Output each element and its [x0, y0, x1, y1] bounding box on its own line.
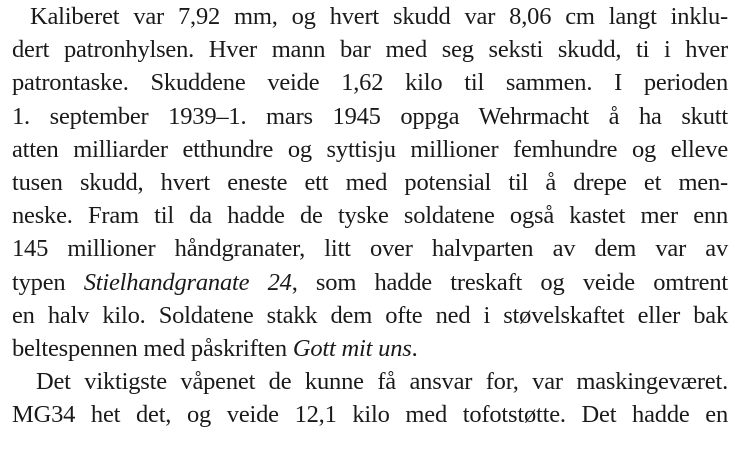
italic-inscription: Gott mit uns [292, 334, 412, 362]
text-segment: typen [12, 268, 84, 296]
text-line [12, 266, 728, 299]
text-line: en halv kilo. Soldatene stakk dem ofte ned i støvelskaftet eller bak [12, 301, 728, 329]
text-line: Det viktigste våpenet de kunne få ansvar for, var maskingeværet. [36, 368, 728, 396]
text-line: Kaliberet var 7,92 mm, og hvert skudd var 8,06 cm langt inklu- [30, 3, 728, 30]
text-line: 145 millioner håndgranater, litt over halvparten av dem var av [12, 235, 728, 263]
text-line: 1. september 1939–1. mars 1945 oppga Wehrmacht å ha skutt [12, 102, 728, 130]
paragraph-1 [12, 0, 728, 365]
text-line: neske. Fram til da hadde de tyske soldatene også kastet mer enn [12, 202, 728, 230]
italic-term: Stielhandgranate 24 [83, 268, 292, 296]
text-line [12, 332, 728, 365]
paragraph-2 [12, 365, 728, 431]
body-text [12, 0, 728, 431]
text-segment: beltespennen med påskriften [12, 334, 293, 362]
text-line: MG34 het det, og veide 12,1 kilo med tofotstøtte. Det hadde en [12, 401, 728, 429]
text-line: dert patronhylsen. Hver mann bar med seg seksti skudd, ti i hver [12, 36, 728, 64]
text-segment: . [411, 334, 418, 362]
text-segment: , som hadde treskaft og veide omtrent [291, 268, 728, 296]
text-line: tusen skudd, hvert eneste ett med potensial til å drepe et men- [12, 168, 728, 196]
text-line: patrontaske. Skuddene veide 1,62 kilo til sammen. I perioden [12, 69, 728, 97]
text-line: atten milliarder etthundre og syttisju millioner femhundre og elleve [12, 135, 728, 163]
